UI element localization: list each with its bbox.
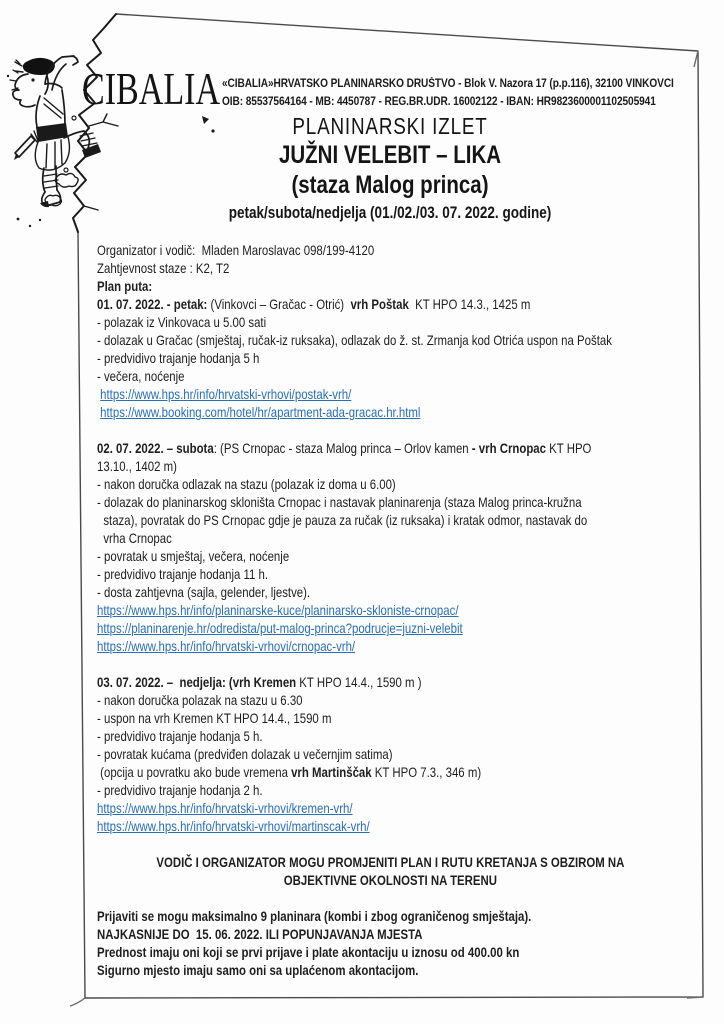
club-header	[222, 76, 715, 111]
text-segment: - večera, noćenje	[97, 368, 185, 384]
text-segment: Sigurno mjesto imaju samo oni sa uplaćenom akontacijom.	[97, 962, 419, 978]
hyperlink[interactable]: https://www.booking.com/hotel/hr/apartment-ada-gracac.hr.html	[100, 404, 421, 420]
text-segment: - predvidivo trajanje hodanja 5 h	[97, 350, 260, 366]
payment-line	[97, 943, 659, 961]
link-line	[97, 817, 659, 835]
hyperlink[interactable]: https://www.hps.hr/info/hrvatski-vrhovi/martinscak-vrh/	[97, 818, 370, 834]
climber-face	[13, 74, 35, 107]
text-line	[97, 709, 659, 727]
text-segment: - predvidivo trajanje hodanja 2 h.	[97, 782, 263, 798]
link-line	[97, 385, 659, 403]
text-segment: : (PS Crnopac - staza Malog princa – Orlov kamen	[213, 440, 472, 456]
text-segment: vrh Martinščak	[291, 764, 372, 780]
text-segment: staza), povratak do PS Crnopac gdje je pauza za ručak (iz ruksaka) i kratak odmor, nastavak do	[97, 512, 588, 528]
day2-heading	[97, 439, 659, 457]
plan-label	[97, 277, 659, 295]
destination-title: JUŽNI VELEBIT – LIKA	[278, 141, 502, 169]
notice-line	[97, 871, 659, 889]
dates-title: petak/subota/nedjelja (01./02./03. 07. 2022. godine)	[228, 204, 552, 222]
text-segment: KT HPO 14.4., 1590 m )	[296, 674, 422, 690]
text-segment: 01. 07. 2022. - petak:	[97, 296, 208, 312]
text-line	[97, 547, 659, 565]
pebble	[29, 225, 31, 227]
text-segment: Prednost imaju oni koji se prvi prijave i plate akontaciju u iznosu od 400.00 kn	[97, 944, 520, 960]
text-segment: - polazak iz Vinkovaca u 5.00 sati	[97, 314, 267, 330]
text-segment: - nakon doručka odlazak na stazu (polazak iz doma u 6.00)	[97, 476, 396, 492]
text-segment: vrh Poštak	[350, 296, 409, 312]
body-text	[97, 241, 659, 979]
text-segment: KT HPO	[545, 440, 592, 456]
pebble	[64, 168, 68, 172]
climber-skirt	[35, 137, 69, 170]
event-type-title: PLANINARSKI IZLET	[292, 113, 488, 139]
sandal-laces	[80, 133, 97, 146]
text-segment: - povratak kućama (predviđen dolazak u večernjim satima)	[97, 746, 393, 762]
pebble	[39, 219, 41, 221]
link-line	[97, 601, 659, 619]
text-line	[97, 691, 659, 709]
text-segment: (Vinkovci – Gračac - Otrić)	[207, 296, 351, 312]
day1-heading	[97, 295, 659, 313]
text-segment: KT HPO 14.3., 1425 m	[408, 296, 531, 312]
text-segment: OBJEKTIVNE OKOLNOSTI NA TERENU	[283, 872, 498, 888]
text-segment: VODIČ I ORGANIZATOR MOGU PROMJENITI PLAN I RUTU KRETANJA S OBZIROM NA	[156, 854, 625, 870]
dust-puff	[55, 173, 78, 187]
text-segment: (opcija u povratku ako bude vremena	[97, 764, 292, 780]
blank-line	[97, 889, 659, 907]
text-line	[97, 367, 659, 385]
registration-line	[97, 907, 659, 925]
hyperlink[interactable]: https://www.hps.hr/info/hrvatski-vrhovi/postak-vrh/	[100, 386, 352, 402]
text-segment: 03. 07. 2022. – nedjelja: (vrh Kremen	[97, 674, 297, 690]
text-line	[97, 763, 659, 781]
text-line	[97, 565, 659, 583]
rock-speck	[72, 116, 76, 120]
text-segment: 13.10., 1402 m)	[97, 458, 177, 474]
text-segment: Zahtjevnost staze : K2, T2	[97, 260, 230, 276]
title-block	[152, 113, 628, 225]
text-line	[97, 313, 659, 331]
text-line	[97, 583, 659, 601]
day3-heading	[97, 673, 659, 691]
blank-line	[97, 655, 659, 673]
organizer-line	[97, 241, 659, 259]
text-line	[97, 727, 659, 745]
club-ids-line: OIB: 85537564164 - MB: 4450787 - REG.BR.UDR. 16002122 - IBAN: HR9823600001102505941	[222, 95, 656, 108]
text-segment: vrha Crnopac	[97, 530, 172, 546]
text-line	[97, 349, 659, 367]
text-segment: Organizator i vodič: Mladen Maroslavac 098/199-4120	[97, 242, 375, 258]
trail-title: (staza Malog princa)	[291, 171, 489, 199]
text-segment: - predvidivo trajanje hodanja 11 h.	[97, 566, 269, 582]
text-line	[97, 493, 659, 511]
text-line	[97, 529, 659, 547]
text-segment: - dosta zahtjevna (sajla, gelender, ljestve).	[97, 584, 311, 600]
text-segment: - povratak u smještaj, večera, noćenje	[97, 548, 290, 564]
pebble	[17, 218, 20, 221]
hyperlink[interactable]: https://www.hps.hr/info/hrvatski-vrhovi/crnopac-vrh/	[97, 638, 356, 654]
text-line	[97, 475, 659, 493]
climber-hair	[23, 58, 55, 75]
text-segment: - uspon na vrh Kremen KT HPO 14.4., 1590 m	[97, 710, 332, 726]
rock-edge	[73, 14, 116, 232]
text-segment: NAJKASNIJE DO 15. 06. 2022. ILI POPUNJAVANJA MJESTA	[97, 926, 423, 942]
link-line	[97, 403, 659, 421]
right-sandal	[82, 144, 101, 158]
link-line	[97, 637, 659, 655]
deadline-line	[97, 925, 659, 943]
climber-eye	[31, 78, 34, 81]
text-segment: KT HPO 7.3., 346 m)	[371, 764, 482, 780]
text-line	[97, 511, 659, 529]
text-line	[97, 745, 659, 763]
climber-belt	[36, 123, 68, 142]
club-logo-text: CIBALIA	[82, 63, 221, 114]
text-segment: - nakon doručka polazak na stazu u 6.30	[97, 692, 303, 708]
club-address-line: «CIBALIA»HRVATSKO PLANINARSKO DRUŠTVO - Blok V. Nazora 17 (p.p.116), 32100 VINKOVCI	[222, 78, 674, 90]
hyperlink[interactable]: https://www.hps.hr/info/planinarske-kuce/planinarsko-skloniste-crnopac/	[97, 602, 459, 618]
text-segment: Prijaviti se mogu maksimalno 9 planinara (kombi i zbog ograničenog smještaja).	[97, 908, 532, 924]
text-segment: Plan puta:	[97, 278, 153, 294]
sword	[15, 136, 35, 157]
blank-line	[97, 835, 659, 853]
text-line	[97, 331, 659, 349]
text-segment: - dolazak do planinarskog skloništa Crnopac i nastavak planinarenja (staza Malog princa-kružna	[97, 494, 582, 510]
blank-line	[97, 421, 659, 439]
text-segment: - predvidivo trajanje hodanja 5 h.	[97, 728, 263, 744]
text-segment: 02. 07. 2022. – subota	[97, 440, 214, 456]
notice-line	[97, 853, 659, 871]
text-segment: - dolazak u Gračac (smještaj, ručak-iz ruksaka), odlazak do ž. st. Zrmanja kod Otrića uspon na Poštak	[97, 332, 612, 348]
difficulty-line	[97, 259, 659, 277]
text-line	[97, 781, 659, 799]
link-line	[97, 619, 659, 637]
hyperlink[interactable]: https://planinarenje.hr/odredista/put-malog-princa?podrucje=juzni-velebit	[97, 620, 463, 636]
sweat-drop	[7, 75, 9, 77]
link-line	[97, 799, 659, 817]
day2-heading-wrap	[97, 457, 659, 475]
payment-line	[97, 961, 659, 979]
text-segment: - vrh Crnopac	[471, 440, 546, 456]
hyperlink[interactable]: https://www.hps.hr/info/hrvatski-vrhovi/kremen-vrh/	[97, 800, 353, 816]
chest-sash	[44, 98, 63, 118]
